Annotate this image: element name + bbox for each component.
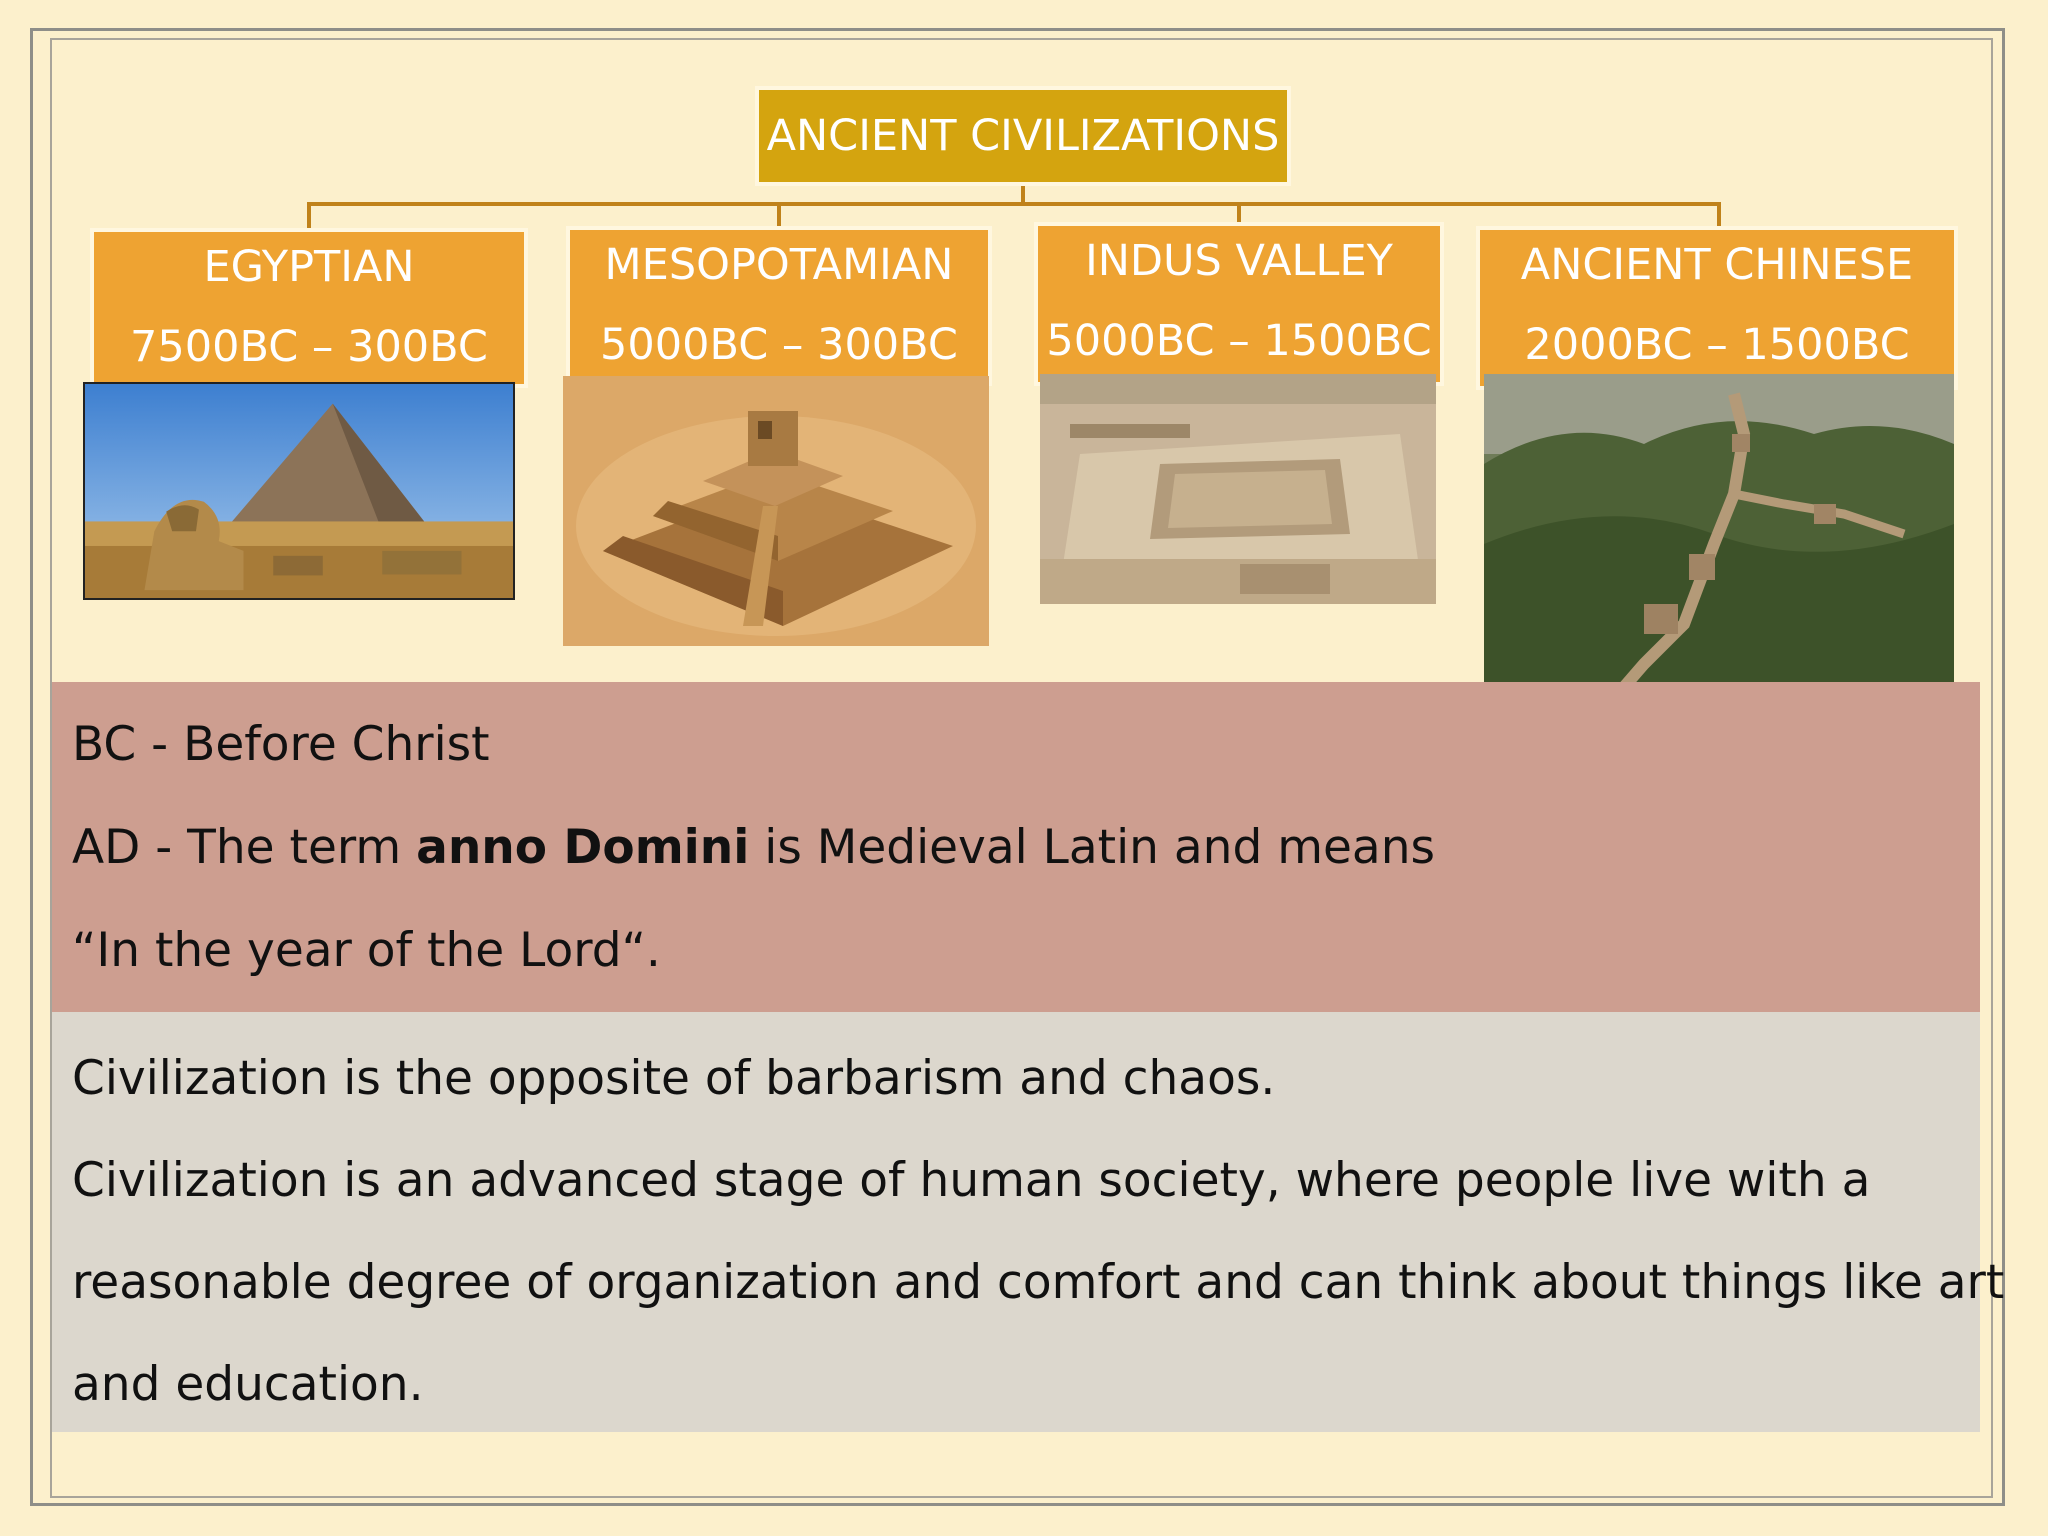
- definition-line-2: Civilization is an advanced stage of human society, where people live with a: [72, 1153, 1871, 1208]
- civ-box-ancient-chinese: [1476, 226, 1958, 390]
- civ-box-mesopotamian: [566, 226, 992, 386]
- ad-definition: [72, 820, 1980, 875]
- civ-range: 5000BC – 1500BC: [1046, 316, 1432, 366]
- great-wall-image: [1484, 374, 1954, 687]
- civ-name: MESOPOTAMIAN: [604, 240, 954, 290]
- egyptian-pyramid-image: [83, 382, 515, 600]
- civ-range: 2000BC – 1500BC: [1524, 320, 1910, 370]
- civ-box-egyptian: [90, 228, 528, 388]
- chart-root-title: ANCIENT CIVILIZATIONS: [755, 86, 1291, 186]
- ad-prefix: AD - The term: [72, 820, 417, 875]
- civ-name: EGYPTIAN: [203, 242, 415, 292]
- ad-meaning: “In the year of the Lord“.: [72, 923, 661, 978]
- indus-valley-ruins-image: [1040, 374, 1436, 604]
- civ-range: 7500BC – 300BC: [130, 322, 488, 372]
- ad-latin-term: anno Domini: [416, 820, 750, 875]
- civ-name: INDUS VALLEY: [1085, 236, 1393, 286]
- ad-suffix: is Medieval Latin and means: [749, 820, 1436, 875]
- definition-line-1: Civilization is the opposite of barbarism and chaos.: [72, 1051, 1276, 1106]
- connector-horizontal: [307, 202, 1721, 206]
- bc-definition: BC - Before Christ: [72, 717, 490, 772]
- era-notes-panel: [52, 682, 1980, 1012]
- civ-range: 5000BC – 300BC: [600, 320, 958, 370]
- civ-box-indus-valley: [1034, 222, 1444, 386]
- civ-name: ANCIENT CHINESE: [1520, 240, 1914, 290]
- civilization-definition-panel: [52, 1012, 2005, 1432]
- definition-line-4: and education.: [72, 1357, 424, 1412]
- mesopotamian-ziggurat-image: [563, 376, 989, 646]
- definition-line-3: reasonable degree of organization and comfort and can think about things like art: [72, 1255, 2005, 1310]
